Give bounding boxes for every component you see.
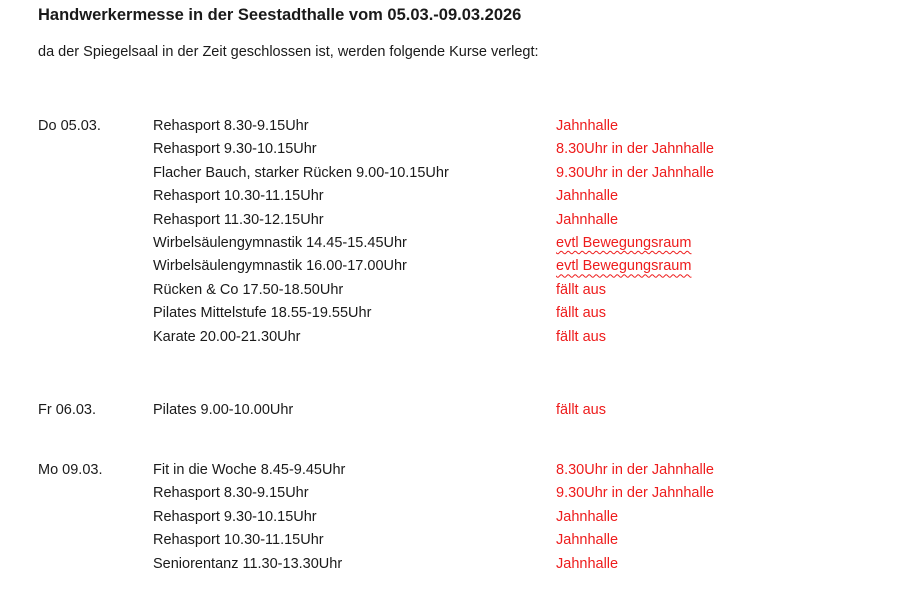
- course-name: Rehasport 8.30-9.15Uhr: [153, 485, 309, 502]
- course-name: Rehasport 11.30-12.15Uhr: [153, 211, 324, 228]
- course-status: Jahnhalle: [556, 555, 619, 572]
- course-name: Pilates Mittelstufe 18.55-19.55Uhr: [153, 305, 372, 322]
- course-name: Rücken & Co 17.50-18.50Uhr: [153, 281, 344, 298]
- course-status: fällt aus: [556, 328, 606, 345]
- document-intro: da der Spiegelsaal in der Zeit geschlossen ist, werden folgende Kurse verlegt:: [38, 44, 539, 60]
- course-status: 9.30Uhr in der Jahnhalle: [556, 164, 714, 181]
- course-status: evtl Bewegungsraum: [556, 258, 692, 275]
- course-name: Wirbelsäulengymnastik 16.00-17.00Uhr: [153, 258, 407, 275]
- course-status: Jahnhalle: [556, 188, 619, 205]
- course-status: evtl Bewegungsraum: [556, 234, 692, 251]
- course-name: Seniorentanz 11.30-13.30Uhr: [153, 555, 343, 572]
- course-status: fällt aus: [556, 305, 606, 322]
- schedule-row: [0, 326, 900, 349]
- course-status: Jahnhalle: [556, 532, 619, 549]
- schedule-row: [0, 482, 900, 505]
- course-status: fällt aus: [556, 402, 606, 418]
- day-group-friday: [0, 399, 900, 422]
- schedule-row: [0, 162, 900, 185]
- course-name: Fit in die Woche 8.45-9.45Uhr: [153, 462, 346, 478]
- day-group-thursday: [0, 115, 900, 349]
- course-name: Rehasport 10.30-11.15Uhr: [153, 532, 324, 549]
- schedule-row: [0, 232, 900, 255]
- course-name: Wirbelsäulengymnastik 14.45-15.45Uhr: [153, 234, 407, 251]
- schedule-row: [0, 115, 900, 138]
- course-name: Rehasport 10.30-11.15Uhr: [153, 188, 324, 205]
- schedule-row: [0, 302, 900, 325]
- schedule-row: [0, 553, 900, 576]
- schedule-row: [0, 399, 900, 422]
- schedule-row: [0, 506, 900, 529]
- schedule-row: [0, 185, 900, 208]
- course-status: Jahnhalle: [556, 118, 619, 134]
- document-title: Handwerkermesse in der Seestadthalle vom 05.03.-09.03.2026: [38, 6, 522, 24]
- course-name: Pilates 9.00-10.00Uhr: [153, 402, 294, 418]
- schedule-row: [0, 279, 900, 302]
- course-name: Karate 20.00-21.30Uhr: [153, 328, 301, 345]
- schedule-row: [0, 138, 900, 161]
- schedule-row: [0, 255, 900, 278]
- course-status: 8.30Uhr in der Jahnhalle: [556, 141, 714, 158]
- course-status: Jahnhalle: [556, 508, 619, 525]
- day-label: Mo 09.03.: [38, 462, 103, 478]
- course-name: Rehasport 9.30-10.15Uhr: [153, 508, 317, 525]
- course-name: Rehasport 9.30-10.15Uhr: [153, 141, 317, 158]
- day-group-monday: [0, 459, 900, 576]
- course-status: fällt aus: [556, 281, 606, 298]
- day-label: Do 05.03.: [38, 118, 101, 134]
- day-label: Fr 06.03.: [38, 402, 97, 418]
- schedule-row: [0, 209, 900, 232]
- schedule-row: [0, 459, 900, 482]
- course-status: 8.30Uhr in der Jahnhalle: [556, 462, 714, 478]
- course-status: 9.30Uhr in der Jahnhalle: [556, 485, 714, 502]
- course-name: Flacher Bauch, starker Rücken 9.00-10.15Uhr: [153, 164, 449, 181]
- course-name: Rehasport 8.30-9.15Uhr: [153, 118, 309, 134]
- schedule-row: [0, 529, 900, 552]
- course-status: Jahnhalle: [556, 211, 619, 228]
